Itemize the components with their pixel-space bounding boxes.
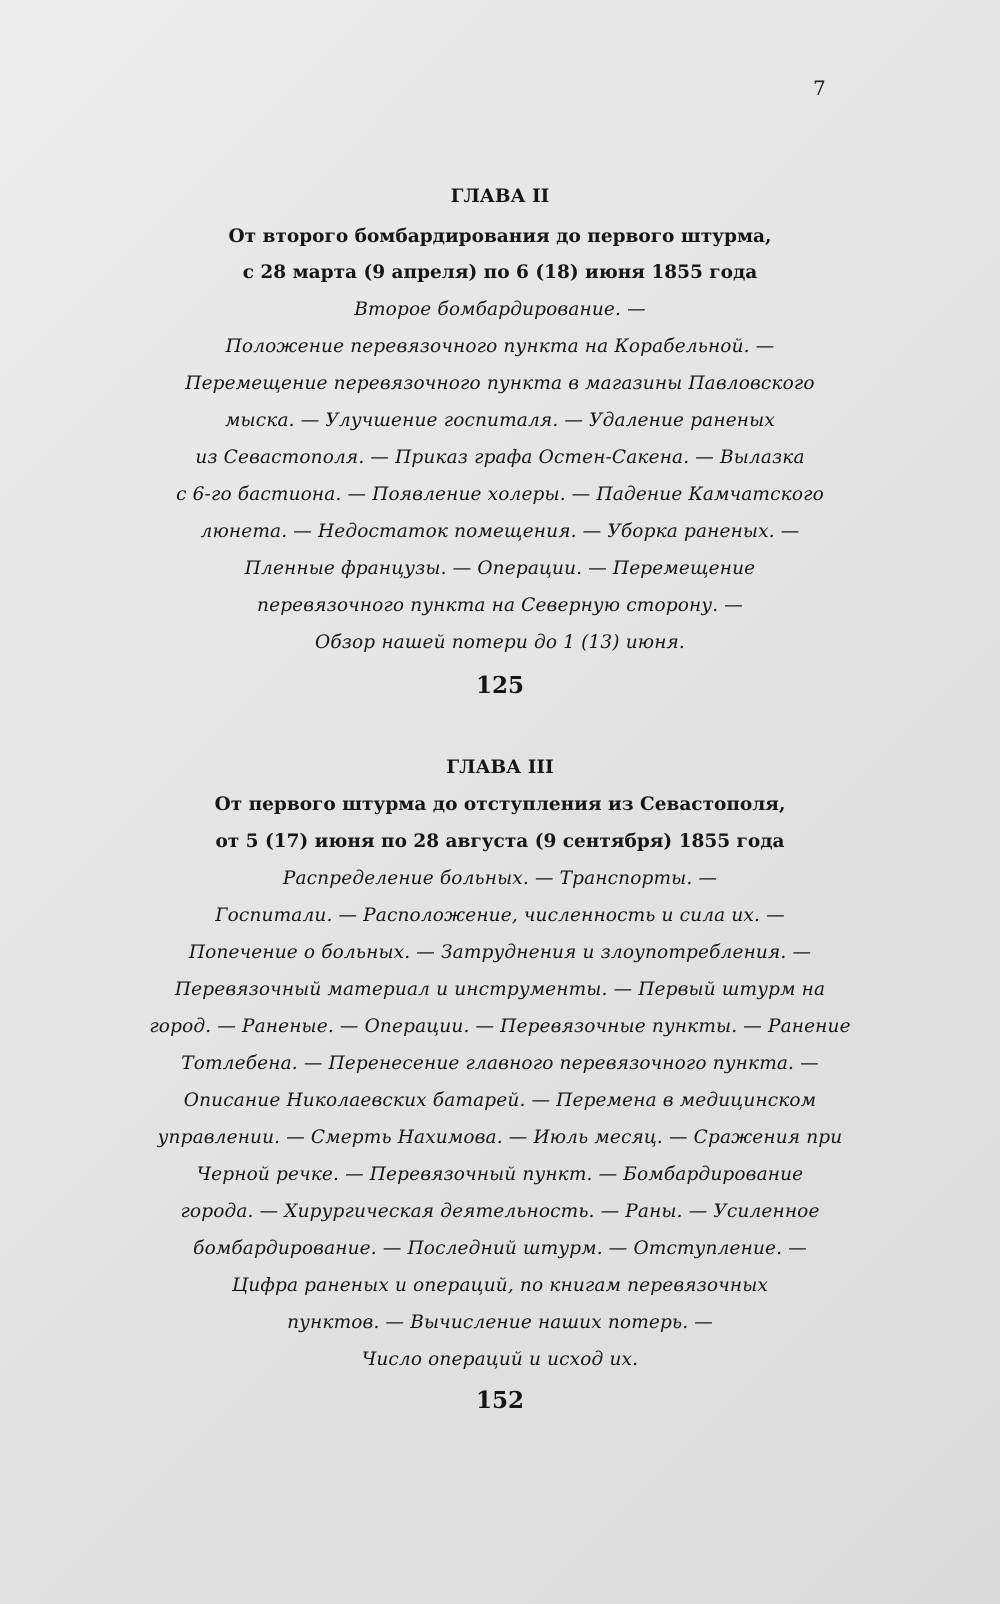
chapter-page-ref: 152 bbox=[475, 1387, 524, 1414]
chapter-description-line: с 6-го бастиона. — Появление холеры. — Падение Камчатского bbox=[176, 484, 824, 505]
chapter-title-line: От первого штурма до отступления из Севастополя, bbox=[214, 794, 786, 815]
chapter-description-line: город. — Раненые. — Операции. — Перевязочные пункты. — Ранение bbox=[149, 1016, 851, 1037]
chapter-description-line: Обзор нашей потери до 1 (13) июня. bbox=[315, 632, 685, 653]
chapter-description-line: Перемещение перевязочного пункта в магазины Павловского bbox=[185, 373, 815, 394]
chapter-description-line: Попечение о больных. — Затруднения и злоупотребления. — bbox=[188, 942, 812, 963]
page-number: 7 bbox=[813, 76, 826, 100]
chapter-description-line: Описание Николаевских батарей. — Перемена в медицинском bbox=[183, 1090, 817, 1111]
chapter-description-line: Второе бомбардирование. — bbox=[354, 299, 646, 320]
chapter-description-line: Тотлебена. — Перенесение главного перевязочного пункта. — bbox=[181, 1053, 819, 1074]
chapter-title-line: с 28 марта (9 апреля) по 6 (18) июня 1855 года bbox=[242, 262, 758, 283]
chapter-description-line: бомбардирование. — Последний штурм. — Отступление. — bbox=[193, 1238, 807, 1259]
chapter-description-line: мыска. — Улучшение госпиталя. — Удаление раненых bbox=[225, 410, 775, 431]
chapter-page-ref: 125 bbox=[475, 672, 524, 699]
chapter-title-line: от 5 (17) июня по 28 августа (9 сентября) 1855 года bbox=[215, 831, 785, 852]
chapter-description-line: города. — Хирургическая деятельность. — Раны. — Усиленное bbox=[180, 1201, 820, 1222]
chapter-description-line: пунктов. — Вычисление наших потерь. — bbox=[287, 1312, 713, 1333]
chapter-description-line: Пленные французы. — Операции. — Перемещение bbox=[244, 558, 756, 579]
chapter-description-line: Госпитали. — Расположение, численность и сила их. — bbox=[215, 905, 785, 926]
chapter-description-line: Черной речке. — Перевязочный пункт. — Бомбардирование bbox=[196, 1164, 804, 1185]
chapter-description-line: управлении. — Смерть Нахимова. — Июль месяц. — Сражения при bbox=[157, 1127, 843, 1148]
chapter-description-line: перевязочного пункта на Северную сторону. — bbox=[257, 595, 743, 616]
chapter-heading: ГЛАВА III bbox=[446, 757, 554, 778]
chapter-description-line: Число операций и исход их. bbox=[361, 1349, 639, 1370]
chapter-description-line: люнета. — Недостаток помещения. — Уборка раненых. — bbox=[200, 521, 800, 542]
chapter-description-line: Перевязочный материал и инструменты. — Первый штурм на bbox=[174, 979, 826, 1000]
chapter-heading: ГЛАВА II bbox=[450, 186, 550, 207]
chapter-description-line: из Севастополя. — Приказ графа Остен-Сакена. — Вылазка bbox=[195, 447, 805, 468]
chapter-description-line: Цифра раненых и операций, по книгам перевязочных bbox=[232, 1275, 768, 1296]
chapter-description-line: Распределение больных. — Транспорты. — bbox=[282, 868, 718, 889]
chapter-title-line: От второго бомбардирования до первого штурма, bbox=[228, 226, 772, 247]
chapter-description-line: Положение перевязочного пункта на Корабельной. — bbox=[225, 336, 775, 357]
